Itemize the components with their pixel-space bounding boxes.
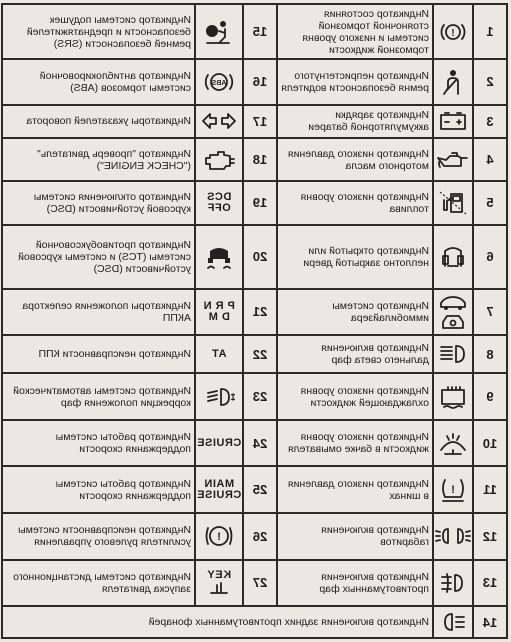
indicator-number: 3 xyxy=(473,105,507,139)
indicator-description: Индикатор отключения системы курсовой устойчивости (DSC) xyxy=(2,181,195,225)
dcs-off-icon: DCS OFF xyxy=(206,190,232,214)
indicator-symbol-cell xyxy=(195,105,243,139)
front-fog-icon xyxy=(434,572,472,594)
brake-circle-icon xyxy=(434,18,472,46)
table-row xyxy=(2,606,507,638)
indicator-description: Индикатор противобуксовочной системы (TCS) и системы курсовой устойчивости (DSC) xyxy=(2,225,195,289)
indicator-number: 17 xyxy=(243,105,277,139)
fuel-pump-icon xyxy=(434,188,472,218)
high-beam-icon xyxy=(434,343,472,365)
table-row xyxy=(2,181,507,225)
indicator-number: 12 xyxy=(473,513,507,560)
steering-warning-icon xyxy=(196,523,242,549)
indicator-symbol-cell xyxy=(433,466,473,513)
indicator-description: Индикатор системы автоматической коррекции положения фар xyxy=(2,373,195,420)
abs-icon xyxy=(196,68,242,96)
main-cruise-icon: MAIN CRUISE xyxy=(196,477,242,501)
indicator-symbol-cell xyxy=(195,181,243,225)
indicator-description: Индикатор неисправности системы усилителя рулевого управления xyxy=(2,513,195,560)
indicator-description: Индикатор системы подушек безопасности и преднатяжителей ремней безопасности (SRS) xyxy=(2,4,195,59)
indicator-description: Индикатор состояния стояночной тормозной системы и низкого уровня тормозной жидкости xyxy=(277,4,433,59)
indicator-table-body xyxy=(2,4,507,638)
battery-icon xyxy=(434,110,472,132)
table-row xyxy=(2,513,507,560)
headlight-level-icon xyxy=(196,386,242,408)
indicator-symbol-cell xyxy=(433,181,473,225)
indicator-description: Индикатор низкого уровня топлива xyxy=(277,181,433,225)
svg-text:!: ! xyxy=(451,483,455,496)
indicator-number: 24 xyxy=(243,420,277,467)
indicator-number: 23 xyxy=(243,373,277,420)
indicator-number: 10 xyxy=(473,420,507,467)
indicator-number: 2 xyxy=(473,59,507,105)
indicator-symbol-cell xyxy=(433,513,473,560)
indicator-symbol-cell xyxy=(433,420,473,467)
indicator-symbol-cell xyxy=(433,373,473,420)
table-row xyxy=(2,59,507,105)
seatbelt-icon xyxy=(434,68,472,96)
washer-fluid-icon xyxy=(434,428,472,458)
indicator-symbol-cell xyxy=(433,289,473,336)
indicator-number: 6 xyxy=(473,225,507,289)
table-row xyxy=(2,373,507,420)
indicator-number: 25 xyxy=(243,466,277,513)
indicator-symbol-cell xyxy=(433,560,473,607)
table-row xyxy=(2,289,507,336)
indicator-description: Индикатор низкого уровня охлаждающей жидкости xyxy=(277,373,433,420)
indicator-number: 9 xyxy=(473,373,507,420)
indicator-symbol-cell xyxy=(195,420,243,467)
table-row xyxy=(2,335,507,373)
indicator-number: 1 xyxy=(473,4,507,59)
indicator-symbol-cell xyxy=(195,59,243,105)
engine-icon xyxy=(196,148,242,172)
indicator-description: Индикатор включения габаритов xyxy=(277,513,433,560)
indicator-description: Индикатор "проверь двигатель" ("CHECK ENGINE") xyxy=(2,138,195,180)
indicator-symbol-cell xyxy=(433,105,473,139)
indicator-description: Индикатор открытой или неплотно закрытой двери xyxy=(277,225,433,289)
indicator-symbol-cell xyxy=(195,466,243,513)
indicator-number: 21 xyxy=(243,289,277,336)
indicator-description: Индикатор системы дистанционного запуска двигателя xyxy=(2,560,195,607)
at-icon: AT xyxy=(211,347,227,360)
svg-text:!: ! xyxy=(217,531,221,544)
indicator-number: 19 xyxy=(243,181,277,225)
indicator-description: Индикаторы указателей поворота xyxy=(2,105,195,139)
table-row xyxy=(2,138,507,180)
open-door-car-icon xyxy=(434,242,472,272)
indicator-number: 20 xyxy=(243,225,277,289)
indicator-number: 14 xyxy=(473,606,507,638)
indicator-description: Индикатор работы системы поддержания скорости xyxy=(2,466,195,513)
airbag-person-icon xyxy=(196,17,242,47)
indicator-number: 7 xyxy=(473,289,507,336)
table-row xyxy=(2,4,507,59)
table-row xyxy=(2,466,507,513)
table-row xyxy=(2,420,507,467)
table-row xyxy=(2,105,507,139)
indicator-symbol-cell xyxy=(433,225,473,289)
indicator-symbol-cell xyxy=(195,4,243,59)
indicator-number: 13 xyxy=(473,560,507,607)
oil-can-icon xyxy=(434,148,472,172)
indicator-description: Индикатор включения дальнего света фар xyxy=(277,335,433,373)
indicator-description: Индикатор работы системы поддержания скорости xyxy=(2,420,195,467)
svg-text:!: ! xyxy=(451,27,455,39)
parking-lights-icon xyxy=(434,525,472,547)
coolant-icon xyxy=(434,384,472,410)
indicator-symbol-cell xyxy=(433,138,473,180)
indicator-number: 15 xyxy=(243,4,277,59)
indicator-symbol-cell xyxy=(433,59,473,105)
rear-fog-icon xyxy=(434,611,472,633)
indicator-number: 16 xyxy=(243,59,277,105)
indicator-symbol-cell xyxy=(195,138,243,180)
indicator-description: Индикатор системы иммобилайзера xyxy=(277,289,433,336)
tire-pressure-icon xyxy=(434,476,472,504)
indicator-number: 11 xyxy=(473,466,507,513)
car-key-icon xyxy=(434,292,472,332)
indicator-symbol-cell xyxy=(195,373,243,420)
indicator-symbol-cell xyxy=(195,225,243,289)
prnd-icon: P R N D M xyxy=(203,299,235,323)
indicator-symbol-cell xyxy=(433,335,473,373)
indicator-table xyxy=(1,3,508,639)
indicator-number: 22 xyxy=(243,335,277,373)
indicator-symbol-cell xyxy=(195,289,243,336)
indicator-number: 27 xyxy=(243,560,277,607)
indicator-description: Индикатор непристегнутого ремня безопасности водителя xyxy=(277,59,433,105)
indicator-number: 4 xyxy=(473,138,507,180)
indicator-symbol-cell xyxy=(433,606,473,638)
indicator-symbol-cell xyxy=(195,560,243,607)
indicator-number: 26 xyxy=(243,513,277,560)
turn-arrows-icon xyxy=(196,111,242,131)
table-row xyxy=(2,560,507,607)
svg-text:ABS: ABS xyxy=(211,79,227,87)
indicator-number: 18 xyxy=(243,138,277,180)
indicator-symbol-cell xyxy=(195,513,243,560)
indicator-description: Индикатор включения противотуманных фар xyxy=(277,560,433,607)
indicator-number: 5 xyxy=(473,181,507,225)
table-row xyxy=(2,225,507,289)
indicator-number: 8 xyxy=(473,335,507,373)
indicator-symbol-cell xyxy=(433,4,473,59)
indicator-description: Индикатор низкого давления в шинах xyxy=(277,466,433,513)
cruise-icon: CRUISE xyxy=(196,436,242,449)
indicator-description: Индикатор антиблокировочной системы тормозов (ABS) xyxy=(2,59,195,105)
skid-car-icon xyxy=(196,241,242,273)
indicator-description: Индикатор низкого уровня жидкости в бачке омывателя xyxy=(277,420,433,467)
indicator-description: Индикатор неисправности КПП xyxy=(2,335,195,373)
key-icon: KEY xyxy=(196,570,242,595)
indicator-symbol-cell xyxy=(195,335,243,373)
indicator-description: Индикатор низкого давления моторного масла xyxy=(277,138,433,180)
indicator-description: Индикатор включения задних противотуманных фонарей xyxy=(2,606,433,638)
indicator-description: Индикатор зарядки аккумуляторной батареи xyxy=(277,105,433,139)
indicator-description: Индикаторы положения селектора АКПП xyxy=(2,289,195,336)
